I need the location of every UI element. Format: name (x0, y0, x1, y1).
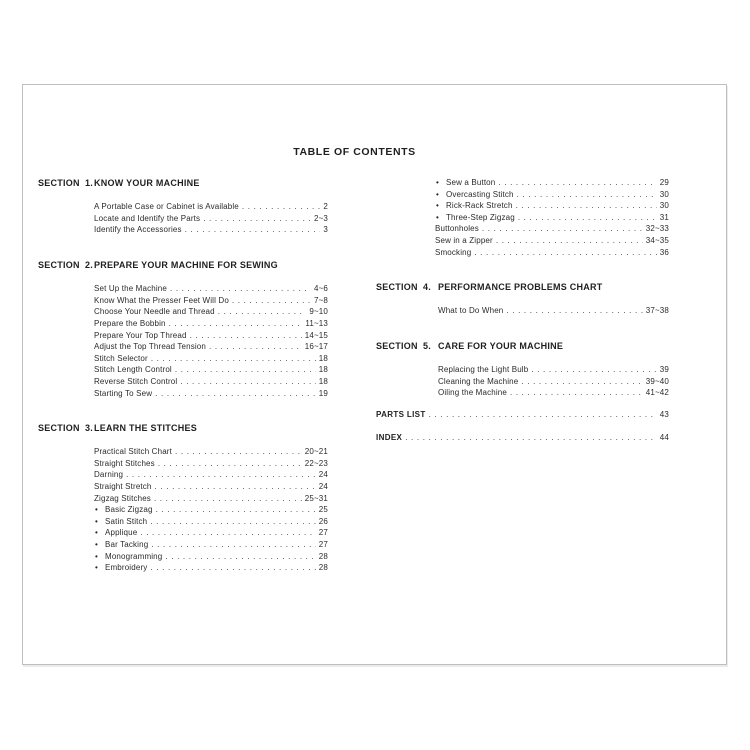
entry-title: Overcasting Stitch (446, 189, 514, 199)
toc-entry (94, 551, 328, 563)
section-title: KNOW YOUR MACHINE (94, 178, 200, 188)
toc-entry (435, 247, 669, 259)
dot-leader (151, 353, 316, 365)
toc-entry (435, 189, 669, 201)
dot-leader (496, 235, 643, 247)
dot-leader (516, 200, 657, 212)
page-number: 34~35 (645, 235, 669, 245)
page-number: 16~17 (304, 342, 328, 352)
section-label: SECTION 4. (376, 282, 432, 293)
entry-title: PARTS LIST (376, 409, 426, 419)
dot-leader (474, 247, 656, 259)
toc-entry (435, 223, 669, 235)
bullet-icon: • (95, 505, 98, 515)
page-number: 19 (318, 388, 328, 398)
dot-leader (506, 305, 642, 317)
toc-entry (94, 306, 328, 318)
page-title: TABLE OF CONTENTS (293, 146, 416, 158)
dot-leader (531, 364, 656, 376)
entry-title: Basic Zigzag (105, 505, 153, 515)
toc-section (38, 260, 340, 399)
entry-title: Oiling the Machine (438, 388, 507, 398)
page-number: 7~8 (313, 295, 328, 305)
toc-entry (94, 539, 328, 551)
toc-entry (94, 213, 328, 225)
page-number: 28 (318, 563, 328, 573)
dot-leader (155, 388, 316, 400)
dot-leader (175, 446, 302, 458)
dot-leader (218, 306, 307, 318)
toc-entry (94, 527, 328, 539)
entry-title: Locate and Identify the Parts (94, 213, 201, 223)
page-number: 43 (659, 409, 669, 419)
dot-leader (175, 364, 316, 376)
dot-leader (180, 376, 315, 388)
entry-title: Sew in a Zipper (435, 235, 493, 245)
page-number: 27 (318, 540, 328, 550)
entry-title: A Portable Case or Cabinet is Available (94, 202, 239, 212)
entry-title: Replacing the Light Bulb (438, 365, 529, 375)
toc-entry (94, 318, 328, 330)
toc-section (376, 341, 671, 399)
toc-entry (438, 376, 669, 388)
toc-entry (94, 364, 328, 376)
entry-title: Rick-Rack Stretch (446, 201, 513, 211)
page-number: 30 (659, 201, 669, 211)
entry-title: Reverse Stitch Control (94, 376, 178, 386)
entry-title: Set Up the Machine (94, 284, 167, 294)
entry-title: Smocking (435, 247, 472, 257)
toc-entry (94, 493, 328, 505)
page-number: 30 (659, 189, 669, 199)
section-title: PERFORMANCE PROBLEMS CHART (438, 282, 603, 293)
entry-title: Know What the Presser Feet Will Do (94, 295, 229, 305)
entry-title: Zigzag Stitches (94, 493, 151, 503)
entry-title: Three-Step Zigzag (446, 212, 515, 222)
dot-leader (482, 223, 643, 235)
page-number: 39~40 (645, 376, 669, 386)
entry-title: Buttonholes (435, 224, 479, 234)
toc-entry (94, 504, 328, 516)
toc-entry (94, 341, 328, 353)
page-number: 4~6 (313, 284, 328, 294)
section-label: SECTION 3. (38, 423, 94, 434)
toc-entry (435, 235, 669, 247)
page-number: 26 (318, 516, 328, 526)
dot-leader (158, 458, 302, 470)
entry-title: Monogramming (105, 551, 163, 561)
page-number: 25~31 (304, 493, 328, 503)
page-number: 25 (318, 505, 328, 515)
dot-leader (155, 481, 316, 493)
section-header (38, 423, 340, 435)
page-number: 27 (318, 528, 328, 538)
dot-leader (518, 212, 657, 224)
page-number: 11~13 (305, 318, 328, 328)
toc-entry (94, 353, 328, 365)
dot-leader (151, 539, 315, 551)
page-number: 36 (659, 247, 669, 257)
section-title: PREPARE YOUR MACHINE FOR SEWING (94, 259, 278, 270)
dot-leader (203, 213, 311, 225)
bullet-icon: • (436, 178, 439, 187)
page-number: 18 (318, 376, 328, 386)
toc-entry (94, 224, 328, 236)
entry-title: Choose Your Needle and Thread (94, 307, 215, 317)
bullet-icon: • (95, 551, 98, 561)
section-entries (94, 201, 328, 236)
page-number: 29 (659, 178, 669, 187)
entry-title: Prepare the Bobbin (94, 318, 166, 328)
entry-title: Prepare Your Top Thread (94, 330, 187, 340)
entry-title: Cleaning the Machine (438, 376, 519, 386)
toc-entry (376, 432, 669, 444)
dot-leader (185, 224, 321, 236)
toc-entry (94, 481, 328, 493)
toc-entry (94, 295, 328, 307)
bullet-icon: • (95, 563, 98, 573)
entry-title: Sew a Button (446, 178, 496, 187)
entry-title: Adjust the Top Thread Tension (94, 342, 206, 352)
right-column (376, 177, 671, 443)
dot-leader (170, 283, 311, 295)
toc-entry (94, 446, 328, 458)
section-header (38, 260, 340, 272)
dot-leader (405, 432, 657, 444)
entry-title: Straight Stitches (94, 458, 155, 468)
page-number: 18 (318, 353, 328, 363)
bullet-icon: • (95, 528, 98, 538)
section-header (38, 178, 340, 190)
bullet-icon: • (436, 189, 439, 199)
toc-entry (435, 177, 669, 189)
page-number: 20~21 (304, 447, 328, 457)
section-title: LEARN THE STITCHES (94, 423, 198, 434)
entry-title: Stitch Selector (94, 353, 148, 363)
dot-leader (517, 189, 657, 201)
toc-entry (94, 283, 328, 295)
dot-leader (156, 504, 316, 516)
page-number: 39 (659, 365, 669, 375)
entry-title: Stitch Length Control (94, 365, 172, 375)
section-entries (438, 305, 669, 317)
toc-entry (94, 388, 328, 400)
page-number: 14~15 (304, 330, 328, 340)
page-number: 22~23 (304, 458, 328, 468)
section-header (376, 341, 671, 353)
page-number: 2~3 (313, 213, 328, 223)
toc-section (38, 178, 340, 236)
dot-leader (232, 295, 311, 307)
entry-title: Applique (105, 528, 138, 538)
page-number: 31 (659, 212, 669, 222)
page-number: 32~33 (645, 224, 669, 234)
section-label: SECTION 5. (376, 340, 432, 351)
page-number: 24 (318, 470, 328, 480)
section-title: CARE FOR YOUR MACHINE (438, 340, 564, 351)
section-header (376, 282, 671, 294)
dot-leader (242, 201, 320, 213)
dot-leader (169, 318, 303, 330)
toc-entry (438, 305, 669, 317)
left-column (38, 178, 340, 598)
dot-leader (150, 562, 315, 574)
entry-title: INDEX (376, 432, 403, 442)
entry-title: Darning (94, 470, 124, 480)
continued-entries (435, 177, 669, 258)
bullet-icon: • (436, 212, 439, 222)
section-label: SECTION 2. (38, 259, 94, 270)
section-entries (94, 283, 328, 399)
entry-title: Straight Stretch (94, 482, 152, 492)
bullet-icon: • (95, 516, 98, 526)
toc-entry (94, 330, 328, 342)
page-number: 3 (323, 225, 328, 235)
dot-leader (190, 330, 302, 342)
bullet-icon: • (436, 201, 439, 211)
dot-leader (150, 516, 316, 528)
toc-entry (438, 387, 669, 399)
toc-entry (94, 458, 328, 470)
toc-entry (438, 364, 669, 376)
toc-entry (94, 516, 328, 528)
page-number: 44 (659, 432, 669, 442)
page-number: 24 (318, 482, 328, 492)
entry-title: Identify the Accessories (94, 225, 182, 235)
section-entries (94, 446, 328, 574)
toc-entry (435, 200, 669, 212)
entry-title: What to Do When (438, 306, 504, 316)
toc-entry (376, 409, 669, 421)
entry-title: Bar Tacking (105, 540, 149, 550)
page-number: 41~42 (645, 388, 669, 398)
toc-entry (94, 201, 328, 213)
dot-leader (165, 551, 315, 563)
toc-entry (94, 376, 328, 388)
page-number: 9~10 (309, 307, 328, 317)
bullet-icon: • (95, 540, 98, 550)
page-number: 18 (318, 365, 328, 375)
entry-title: Practical Stitch Chart (94, 447, 172, 457)
section-entries (438, 364, 669, 399)
page-number: 2 (323, 202, 328, 212)
dot-leader (521, 376, 642, 388)
dot-leader (140, 527, 315, 539)
toc-entry (94, 469, 328, 481)
entry-title: Satin Stitch (105, 516, 148, 526)
entry-title: Starting To Sew (94, 388, 153, 398)
toc-section (38, 423, 340, 574)
dot-leader (498, 177, 656, 189)
dot-leader (510, 387, 643, 399)
toc-entry (435, 212, 669, 224)
page-number: 37~38 (645, 306, 669, 316)
dot-leader (209, 341, 302, 353)
toc-entry (94, 562, 328, 574)
entry-title: Embroidery (105, 563, 148, 573)
section-label: SECTION 1. (38, 178, 94, 188)
manual-page-sheet (22, 84, 727, 665)
dot-leader (154, 493, 302, 505)
page-number: 28 (318, 551, 328, 561)
toc-section (376, 282, 671, 317)
dot-leader (429, 409, 657, 421)
dot-leader (126, 469, 316, 481)
